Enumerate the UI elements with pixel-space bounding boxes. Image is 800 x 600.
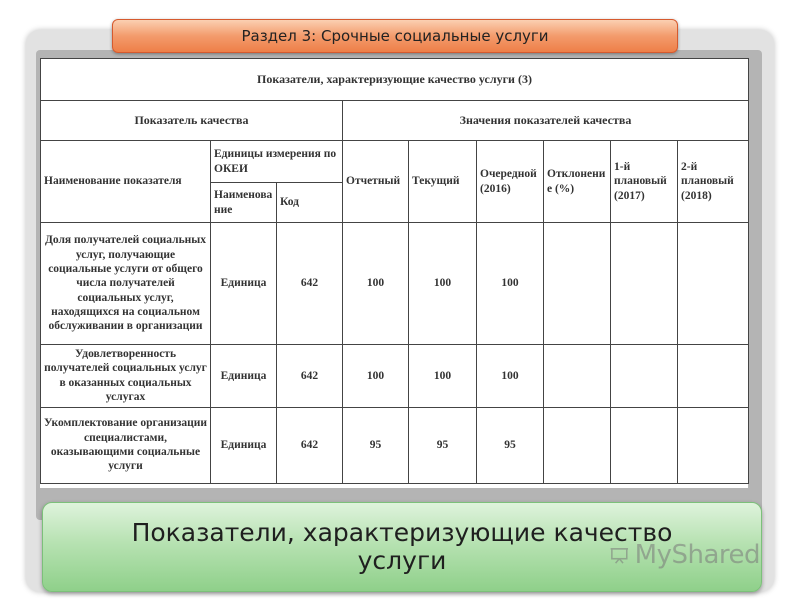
row-deviation — [544, 223, 611, 345]
row-plan1 — [611, 345, 678, 408]
row-indicator-name: Укомплектование организации специалистами, оказывающими социальные услуги — [41, 407, 211, 483]
row-unit: Единица — [211, 407, 277, 483]
watermark-text: MyShared — [634, 540, 760, 570]
row-plan1 — [611, 223, 678, 345]
row-unit: Единица — [211, 345, 277, 408]
section-title: Раздел 3: Срочные социальные услуги — [241, 27, 549, 45]
col-current-header: Текущий — [409, 141, 477, 223]
values-group-header: Значения показателей качества — [343, 101, 749, 141]
col-next-header: Очередной (2016) — [477, 141, 544, 223]
col-okei-header: Единицы измерения по ОКЕИ — [211, 141, 343, 183]
row-current: 100 — [409, 345, 477, 408]
watermark-logo — [610, 537, 760, 573]
col-okei-code-header: Код — [277, 183, 343, 223]
table-row — [41, 407, 749, 483]
row-plan1 — [611, 407, 678, 483]
row-current: 95 — [409, 407, 477, 483]
row-deviation — [544, 345, 611, 408]
row-current: 100 — [409, 223, 477, 345]
quality-indicators-table — [40, 58, 749, 484]
col-plan1-header: 1-й плановый (2017) — [611, 141, 678, 223]
slide-caption: Показатели, характеризующие качество услуги — [131, 518, 673, 575]
row-reporting: 100 — [343, 223, 409, 345]
col-name-header: Наименование показателя — [41, 141, 211, 223]
table-row — [41, 223, 749, 345]
table-row — [41, 345, 749, 408]
presentation-icon — [610, 540, 629, 570]
row-next: 100 — [477, 345, 544, 408]
section-title-banner — [112, 19, 678, 53]
row-code: 642 — [277, 345, 343, 408]
row-plan2 — [678, 407, 749, 483]
row-deviation — [544, 407, 611, 483]
row-next: 100 — [477, 223, 544, 345]
row-reporting: 100 — [343, 345, 409, 408]
row-unit: Единица — [211, 223, 277, 345]
col-reporting-header: Отчетный — [343, 141, 409, 223]
table-title: Показатели, характеризующие качество услуги (3) — [41, 59, 749, 101]
row-indicator-name: Доля получателей социальных услуг, получающие социальные услуги от общего числа получателей социальных услуг, находящихся на социальном обслуживании в организации — [41, 223, 211, 345]
row-code: 642 — [277, 223, 343, 345]
row-code: 642 — [277, 407, 343, 483]
row-plan2 — [678, 223, 749, 345]
col-plan2-header: 2-й плановый (2018) — [678, 141, 749, 223]
col-okei-name-header: Наименова ние — [211, 183, 277, 223]
row-reporting: 95 — [343, 407, 409, 483]
row-next: 95 — [477, 407, 544, 483]
indicator-group-header: Показатель качества — [41, 101, 343, 141]
row-plan2 — [678, 345, 749, 408]
col-deviation-header: Отклонени е (%) — [544, 141, 611, 223]
row-indicator-name: Удовлетворенность получателей социальных услуг в оказанных социальных услугах — [41, 345, 211, 408]
document-sheet — [40, 58, 748, 488]
